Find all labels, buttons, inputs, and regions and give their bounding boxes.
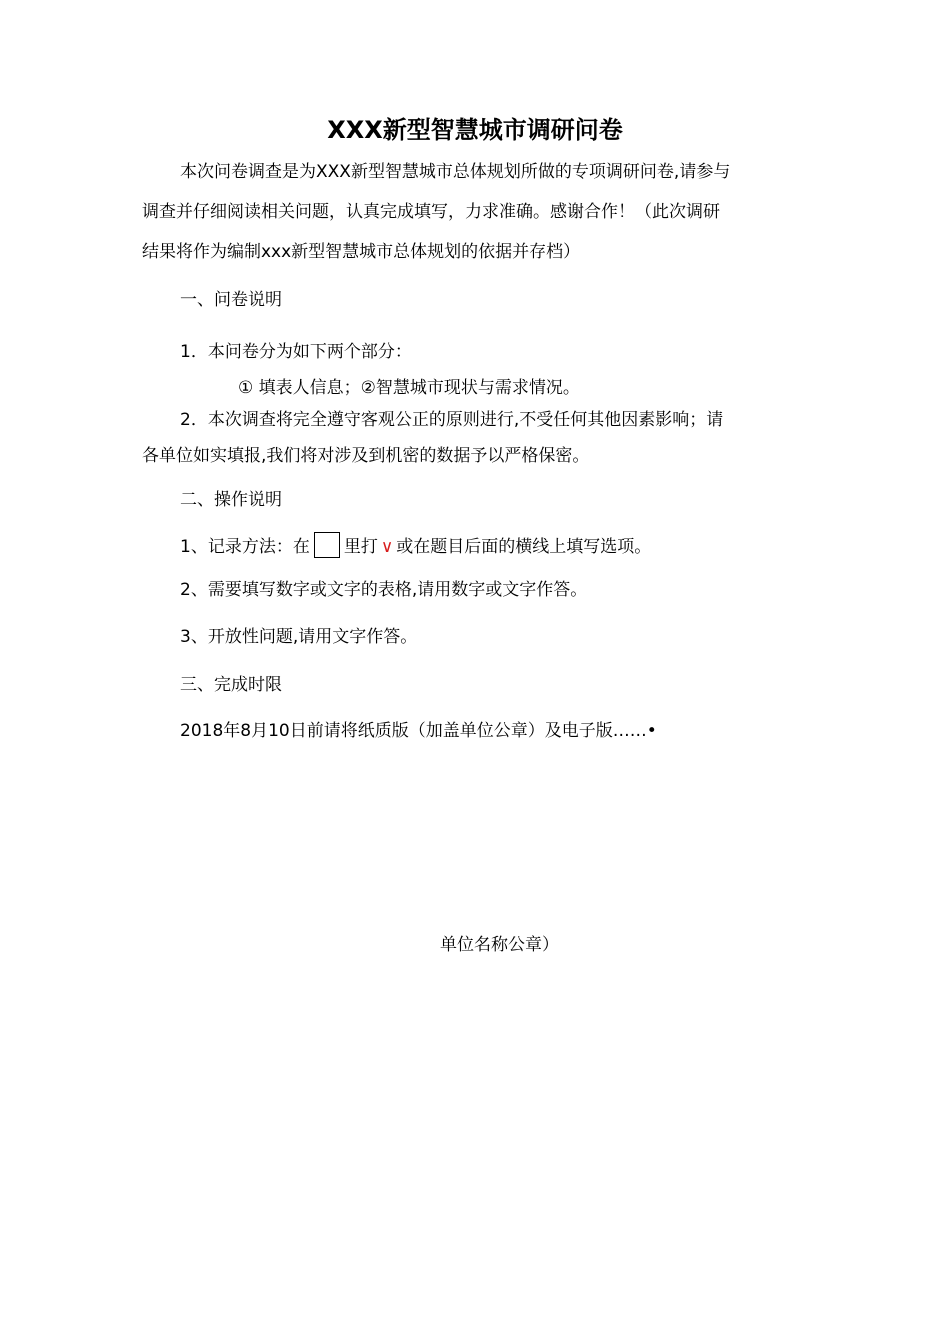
section-2-item-3: 3、开放性问题,请用文字作答。	[180, 627, 418, 647]
section-1-item-2-line-1: 2．本次调查将完全遵守客观公正的原则进行,不受任何其他因素影响；请	[180, 410, 724, 430]
intro-line-3: 结果将作为编制xxx新型智慧城市总体规划的依据并存档）	[142, 242, 581, 262]
section-1-item-1-sub: ① 填表人信息；②智慧城市现状与需求情况。	[238, 378, 580, 398]
section-1-heading: 一、问卷说明	[180, 290, 282, 310]
section-2-heading: 二、操作说明	[180, 490, 282, 510]
section-1-item-2-line-2: 各单位如实填报,我们将对涉及到机密的数据予以严格保密。	[142, 446, 590, 466]
section-2-item-2: 2、需要填写数字或文字的表格,请用数字或文字作答。	[180, 580, 588, 600]
document-title: XXX新型智慧城市调研问卷	[327, 116, 623, 144]
intro-line-1: 本次问卷调查是为XXX新型智慧城市总体规划所做的专项调研问卷,请参与	[180, 162, 731, 182]
section-1-item-1: 1．本问卷分为如下两个部分：	[180, 342, 412, 362]
deadline-text: 2018年8月10日前请将纸质版（加盖单位公章）及电子版……•	[180, 721, 657, 741]
record-method-suffix: 或在题目后面的横线上填写选项。	[396, 537, 652, 557]
record-method-prefix: 1、记录方法：在	[180, 537, 310, 557]
section-2-item-1	[180, 532, 651, 559]
record-method-mid: 里打	[343, 537, 378, 557]
checkbox-icon	[314, 532, 340, 558]
section-3-heading: 三、完成时限	[180, 675, 282, 695]
seal-label: 单位名称公章）	[440, 935, 559, 955]
check-mark-icon: ∨	[380, 537, 394, 557]
intro-line-2: 调查并仔细阅读相关问题，认真完成填写，力求准确。感谢合作！（此次调研	[142, 202, 720, 222]
